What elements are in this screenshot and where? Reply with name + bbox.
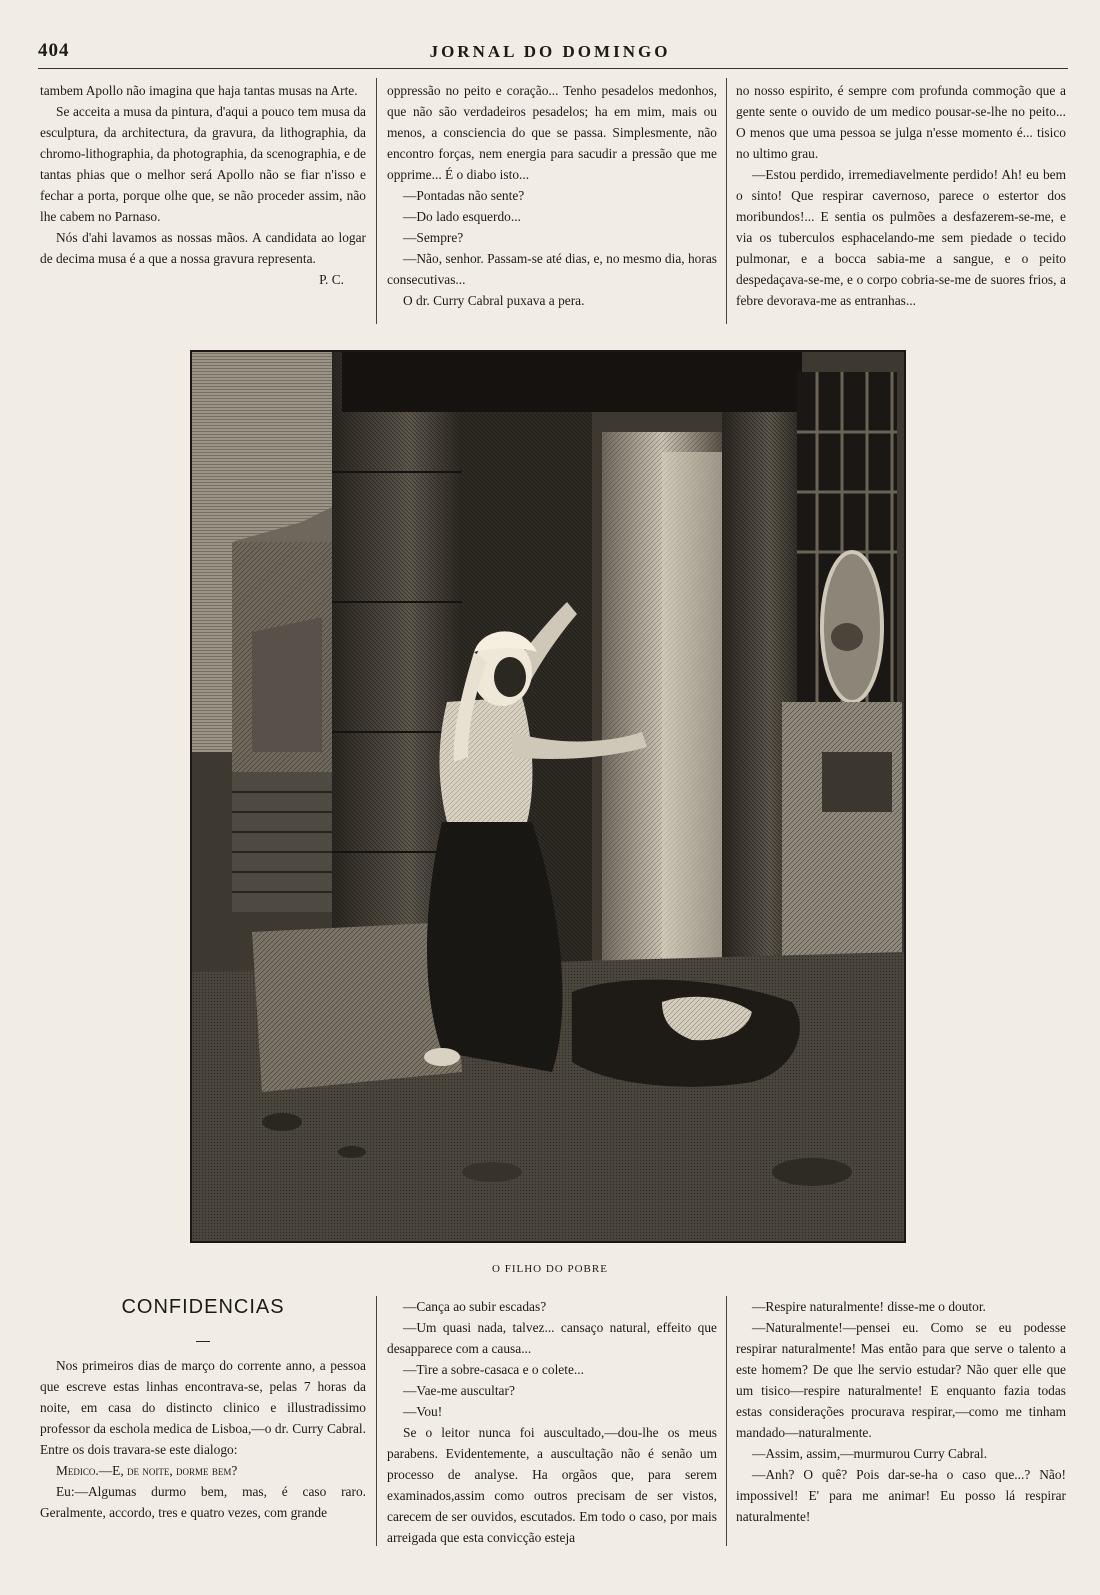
- bottom-column-3: [736, 1296, 1066, 1527]
- dialogue-line: —Um quasi nada, talvez... cansaço natural, effeito que desapparece com a causa...: [387, 1320, 717, 1356]
- section-title: CONFIDENCIAS: [121, 1296, 285, 1318]
- dialogue-line: —Do lado esquerdo...: [403, 209, 521, 224]
- column-rule: [726, 78, 727, 324]
- column-rule: [376, 1296, 377, 1546]
- dialogue-line: Medico.—E, de noite, dorme bem?: [56, 1463, 238, 1478]
- engraving-svg: [192, 352, 904, 1241]
- dialogue-line: —Vou!: [403, 1404, 443, 1419]
- dialogue-line: —Sempre?: [403, 230, 464, 245]
- dialogue-line: —Pontadas não sente?: [403, 188, 525, 203]
- engraving-illustration: [190, 350, 906, 1243]
- paragraph: Se o leitor nunca foi auscultado,—dou-lhe os meus parabens. Evidentemente, a auscultação não é senão um processo de analyse. Ha orgãos que, para serem examinados,assim como outros precisam de ser vistos, carecem de ser ouvidos, escutados. Em todo o caso, por mais arreigada que esta convicção esteja: [387, 1425, 717, 1545]
- paragraph: oppressão no peito e coração... Tenho pesadelos medonhos, que não são verdadeiros pesadelos; ha em mim, mais ou menos, a consciencia do que se passa. Simplesmente, não encontro forças, nem energia para sacudir a pressão que me opprime... É o diabo isto...: [387, 83, 717, 182]
- paragraph: no nosso espirito, é sempre com profunda commoção que a gente sente o ouvido de um medico pousar-se-lhe no peito... O menos que uma pessoa se julga n'esse momento é... tisico no ultimo grau.: [736, 83, 1066, 161]
- paragraph: —Naturalmente!—pensei eu. Como se eu podesse respirar naturalmente! Mas então para que serve o talento a este homem? De que lhe servio estudar? Não quer elle que um tisico—respire naturalmente! E enquanto fazia todas estas considerações procurava respirar,—como me tinham mandado—naturalmente.: [736, 1320, 1066, 1440]
- dialogue-line: —Assim, assim,—murmurou Curry Cabral.: [752, 1446, 988, 1461]
- bottom-column-2: [387, 1296, 717, 1548]
- dialogue-line: —Tire a sobre-casaca e o colete...: [403, 1362, 584, 1377]
- article-signature: P. C.: [319, 272, 344, 287]
- dialogue-line: —Cança ao subir escadas?: [403, 1299, 547, 1314]
- top-column-3: [736, 80, 1066, 311]
- resting-child: [572, 980, 800, 1087]
- page-number: 404: [38, 40, 70, 61]
- top-column-2: [387, 80, 717, 311]
- stone-steps: [232, 772, 342, 912]
- bottom-column-1: [40, 1355, 366, 1523]
- dialogue-line: —Não, senhor. Passam-se até dias, e, no mesmo dia, horas consecutivas...: [387, 251, 717, 287]
- title-dash: [196, 1341, 210, 1342]
- signature-line: [40, 269, 366, 290]
- dialogue-line: —Vae-me auscultar?: [403, 1383, 515, 1398]
- engraving-caption: O FILHO DO POBRE: [492, 1263, 608, 1275]
- paragraph: tambem Apollo não imagina que haja tantas musas na Arte.: [40, 83, 358, 98]
- paragraph: O dr. Curry Cabral puxava a pera.: [403, 293, 585, 308]
- top-column-1: [40, 80, 366, 290]
- journal-title: JORNAL DO DOMINGO: [429, 42, 671, 61]
- paragraph: Nos primeiros dias de março do corrente anno, a pessoa que escreve estas linhas encontrava-se, pelas 7 horas da noite, em casa do distincto clinico e illustradissimo professor da eschola medica de Lisboa,—o dr. Curry Cabral. Entre os dois travara-se este dialogo:: [40, 1358, 366, 1457]
- header-rule: [38, 68, 1068, 69]
- dialogue-line: —Respire naturalmente! disse-me o doutor.: [752, 1299, 986, 1314]
- barred-window: [797, 372, 897, 702]
- column-rule: [376, 78, 377, 324]
- paragraph: Nós d'ahi lavamos as nossas mãos. A candidata ao logar de decima musa é a que a nossa gravura representa.: [40, 230, 366, 266]
- column-rule: [726, 1296, 727, 1546]
- dialogue-line: —Anh? O quê? Pois dar-se-ha o caso que...? Não! impossivel! E' para me animar! Eu posso lá respirar naturalmente!: [736, 1467, 1066, 1524]
- dialogue-line: Eu:—Algumas durmo bem, mas, é caso raro. Geralmente, accordo, tres e quatro vezes, com grande: [40, 1484, 366, 1520]
- paragraph: —Estou perdido, irremediavelmente perdido! Ah! eu bem o sinto! Que respirar cavernoso, parece o estertor dos moribundos!... E sentia os pulmões a desfazerem-se-me, e via os tuberculos esphacelando-me sem piedade o tecido pulmonar, e a bocca sabia-me a sangue, e o peito despedaçava-se-me, e o corpo cobria-se-me de suores frios, a febre devorava-me as entranhas...: [736, 167, 1066, 308]
- paragraph: Se acceita a musa da pintura, d'aqui a pouco tem musa da esculptura, da architectura, da gravura, da lithographia, da chromo-lithographia, da photographia, da scenographia, e de tantas phias que o melhor será Apollo não se fiar n'isso e fechar a porta, porque olhe que, se não proceder assim, não lhe cabem no Parnaso.: [40, 104, 366, 224]
